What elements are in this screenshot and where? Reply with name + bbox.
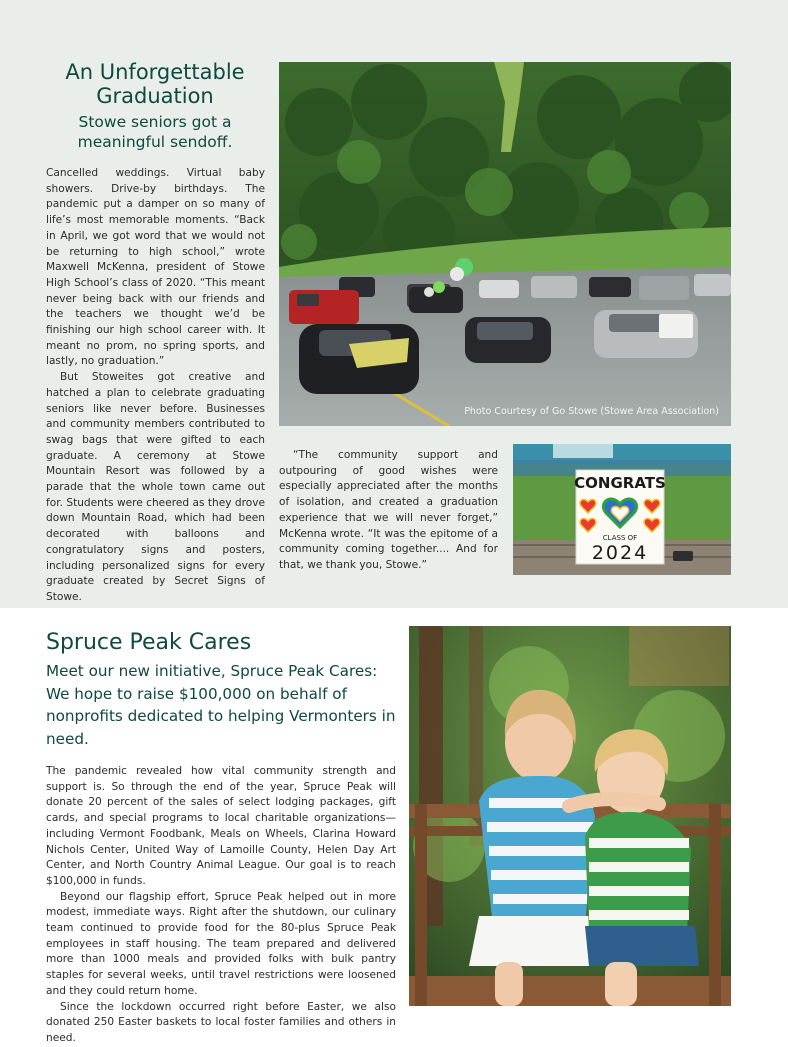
- graduation-quote: “The community support and outpouring of good wishes were especially appreciated after the months of isolation, and created a graduation experience that we will never forget,” McKenna wrote. “It was the epitome of a community coming together.... And for that, we thank you, Stowe.”: [279, 449, 498, 571]
- sign-year-text: 2024: [591, 542, 649, 564]
- photo-credit: Photo Courtesy of Go Stowe (Stowe Area Association): [464, 406, 719, 417]
- cares-paragraph-1: The pandemic revealed how vital community strength and support is. So through the end of the year, Spruce Peak will donate 20 percent of the sales of select lodging packages, gift cards, and special programs to local charitable organizations—including Vermont Foodbank, Meals on Wheels, Clarina Howard Nichols Center, United Way of Lamoille County, Helen Day Art Center, and North Country Animal League. Our goal is to reach $100,000 in funds.: [46, 765, 396, 887]
- parade-photo-illustration: [279, 62, 731, 426]
- cares-paragraph-2: Beyond our flagship effort, Spruce Peak helped out in more modest, immediate ways. Right after the shutdown, our culinary team continued to provide food for the 80-plus Spruce Peak employees in staff housing. The team prepared and delivered more than 1000 meals and provided folks with bulk pantry staples for several weeks, until travel restrictions were loosened and they could return home.: [46, 890, 396, 997]
- children-photo-illustration: [409, 626, 731, 1006]
- spruce-peak-cares-subtitle: Meet our new initiative, Spruce Peak Cares: We hope to raise $100,000 on behalf of nonprofits dedicated to helping Vermonters in need.: [46, 662, 396, 748]
- graduation-body-column-2: [279, 448, 498, 574]
- sign-photo-illustration: [513, 444, 731, 575]
- graduation-paragraph-1: Cancelled weddings. Virtual baby showers. Drive-by birthdays. The pandemic put a damper on so many of life’s most memorable moments. “Back in April, we got word that we would not be returning to high school,” wrote Maxwell McKenna, president of Stowe High School’s class of 2020. “This meant never being back with our friends and the teachers we thought we’d be finishing our high school career with. It meant no prom, no spring sports, and lastly, no graduation.”: [46, 167, 265, 368]
- congrats-sign-photo: [513, 444, 731, 575]
- sign-class-of-text: CLASS OF: [602, 534, 638, 542]
- cares-paragraph-3: Since the lockdown occurred right before Easter, we also donated 250 Easter baskets to local foster families and others in need.: [46, 1000, 396, 1044]
- spruce-peak-cares-title: Spruce Peak Cares: [46, 630, 252, 655]
- graduation-body-column-1: [46, 166, 265, 606]
- sign-congrats-text: CONGRATS: [574, 474, 666, 492]
- graduation-subtitle: Stowe seniors got a meaningful sendoff.: [77, 113, 233, 151]
- children-bench-photo: [409, 626, 731, 1006]
- graduation-parade-photo: [279, 62, 731, 426]
- graduation-title: An Unforgettable Graduation: [65, 60, 245, 108]
- spruce-peak-cares-body: [46, 764, 396, 1047]
- graduation-paragraph-2: But Stoweites got creative and hatched a plan to celebrate graduating seniors like never before. Businesses and community members contributed to swag bags that were gifted to each graduate. A ceremony at Stowe Mountain Resort was followed by a parade that the whole town came out for. Students were cheered as they drove down Mountain Road, which had been decorated with balloons and congratulatory signs and posters, including personalized signs for every graduate created by Secret Signs of Stowe.: [46, 371, 265, 603]
